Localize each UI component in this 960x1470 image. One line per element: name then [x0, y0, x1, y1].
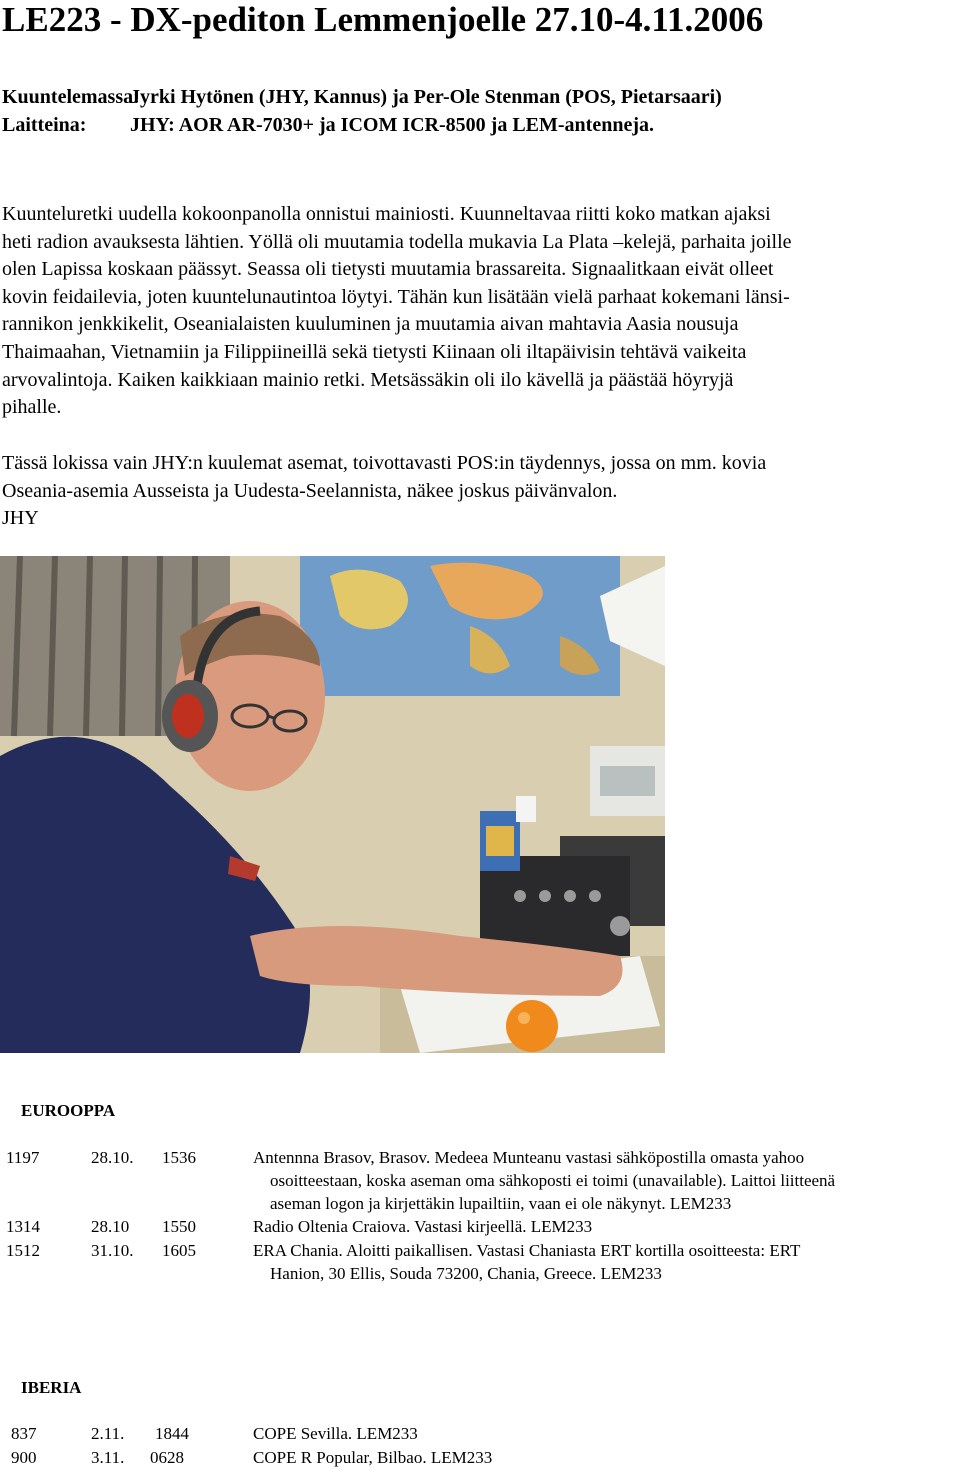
time: 1550: [162, 1217, 196, 1236]
intro-line: arvovalintoja. Kaiken kaikkiaan mainio retki. Metsässäkin oli ilo kävellä ja päästää höyryjä: [2, 368, 734, 391]
intro-line: heti radion avauksesta lähtien. Yöllä oli muutamia todella mukavia La Plata –kelejä, parhaita joille: [2, 230, 792, 253]
entry-text: aseman logon ja kirjettäkin lupailtiin, vaan ei ole näkynyt. LEM233: [270, 1194, 732, 1213]
entry-text: Antennna Brasov, Brasov. Medeea Munteanu vastasi sähköpostilla omasta yahoo: [253, 1148, 805, 1167]
intro-line: olen Lapissa koskaan päässyt. Seassa oli tietysti muutamia brassareita. Signaalitkaan eivät olleet: [2, 258, 774, 281]
intro-paragraph: [2, 201, 960, 422]
listeners-label: Kuuntelemassa:: [2, 86, 140, 108]
page-title: LE223 - DX-pediton Lemmenjoelle 27.10-4.11.2006: [2, 0, 764, 39]
date: 2.11.: [91, 1424, 125, 1443]
date: 3.11.: [91, 1448, 125, 1467]
intro-line: rannikon jenkkikelit, Oseanialaisten kuuluminen ja muutamia aivan mahtavia Aasia nousuja: [2, 313, 739, 336]
intro-line: Kuunteluretki uudella kokoonpanolla onnistui mainiosti. Kuunneltavaa riitti koko matkan ajaksi: [2, 203, 771, 225]
frequency: 837: [11, 1424, 37, 1443]
entry-text: ERA Chania. Aloitti paikallisen. Vastasi Chaniasta ERT kortilla osoitteesta: ERT: [253, 1241, 801, 1260]
intro-line: pihalle.: [2, 396, 62, 419]
listener-photo: [0, 556, 665, 1053]
date: 31.10.: [91, 1241, 134, 1260]
date: 28.10.: [91, 1148, 134, 1167]
frequency: 1512: [6, 1241, 40, 1260]
listeners-value: Jyrki Hytönen (JHY, Kannus) ja Per-Ole Stenman (POS, Pietarsaari): [130, 86, 722, 108]
time: 1605: [162, 1241, 196, 1260]
time: 0628: [150, 1448, 184, 1467]
intro-line: kovin feidailevia, joten kuuntelunautintoa löytyi. Tähän kun lisätään vielä parhaat kokemani länsi-: [2, 285, 790, 308]
time: 1844: [155, 1424, 189, 1443]
entry-text: COPE R Popular, Bilbao. LEM233: [253, 1448, 493, 1467]
section-heading-eurooppa: EUROOPPA: [21, 1101, 116, 1120]
section-heading-iberia: IBERIA: [21, 1378, 82, 1397]
entry-text: osoitteestaan, koska aseman oma sähkoposti ei toimi (unavailable). Laittoi liitteenä: [270, 1171, 836, 1190]
entry-text: Radio Oltenia Craiova. Vastasi kirjeellä. LEM233: [253, 1217, 593, 1236]
frequency: 1314: [6, 1217, 40, 1236]
equipment-label: Laitteina:: [2, 114, 87, 136]
note-line: Oseania-asemia Ausseista ja Uudesta-Seelannista, näkee joskus päivänvalon.: [2, 479, 618, 502]
equipment-value: JHY: AOR AR-7030+ ja ICOM ICR-8500 ja LEM-antenneja.: [130, 114, 654, 136]
note-line: Tässä lokissa vain JHY:n kuulemat asemat, toivottavasti POS:in täydennys, jossa on mm. kovia: [2, 452, 767, 474]
time: 1536: [162, 1148, 196, 1167]
equipment-line: [2, 114, 654, 137]
frequency: 900: [11, 1448, 37, 1467]
note-paragraph: [2, 450, 960, 533]
entry-text: Hanion, 30 Ellis, Souda 73200, Chania, Greece. LEM233: [270, 1264, 662, 1283]
frequency: 1197: [6, 1148, 40, 1167]
note-line: JHY: [2, 507, 39, 530]
listeners-line: [2, 86, 722, 109]
intro-line: Thaimaahan, Vietnamiin ja Filippiineillä sekä tietysti Kiinaan oli iltapäivisin tehtävä vaikeita: [2, 340, 747, 363]
date: 28.10: [91, 1217, 130, 1236]
entry-text: COPE Sevilla. LEM233: [253, 1424, 418, 1443]
